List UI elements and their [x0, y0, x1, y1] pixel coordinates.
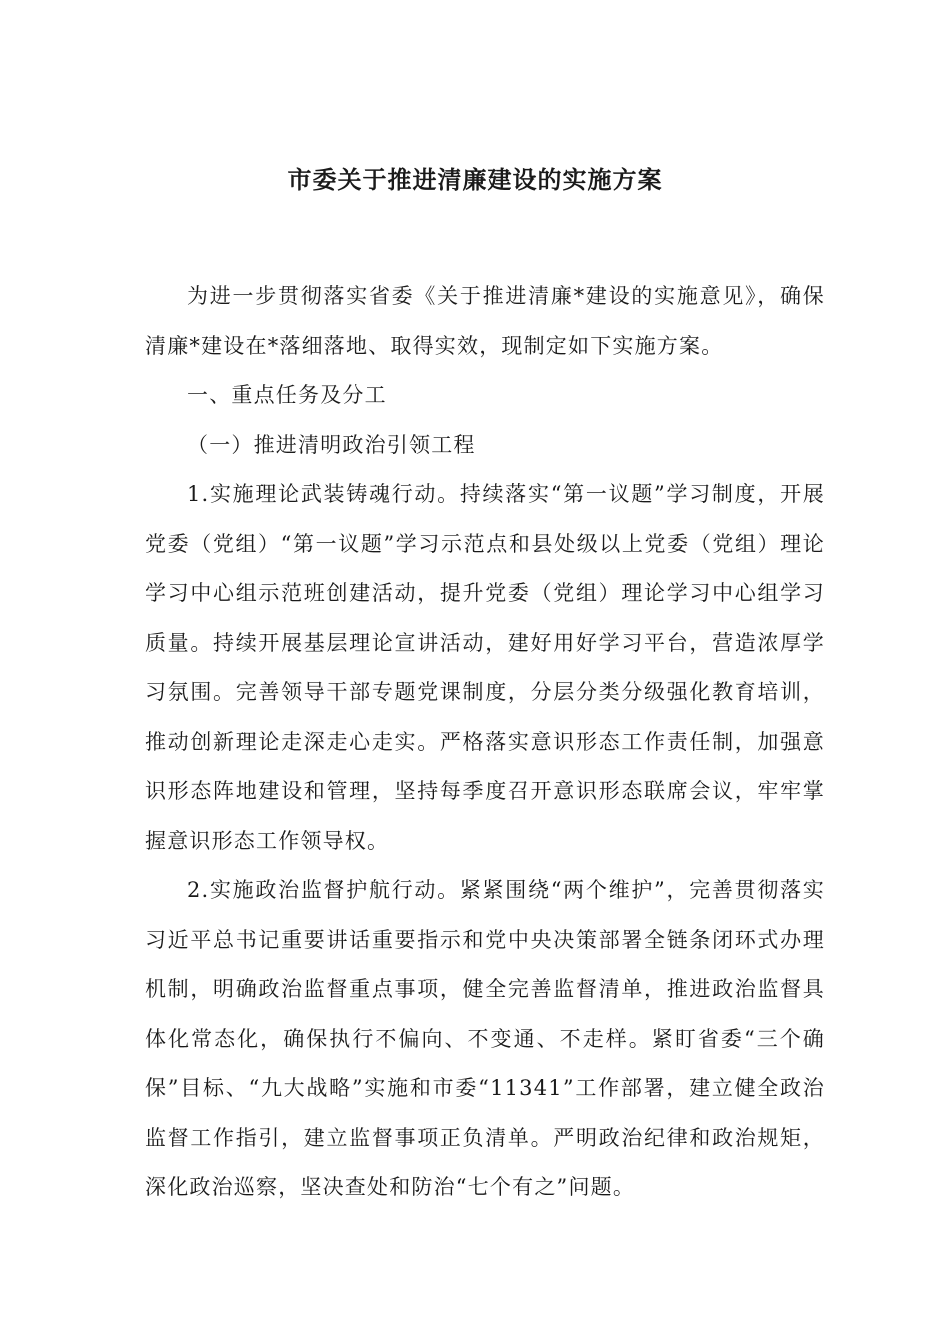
document-body — [145, 272, 825, 1213]
document-title: 市委关于推进清廉建设的实施方案 — [287, 165, 663, 194]
body-paragraph: 1.实施理论武装铸魂行动。持续落实“第一议题”学习制度，开展党委（党组）“第一议题”学习示范点和县处级以上党委（党组）理论学习中心组示范班创建活动，提升党委（党组）理论学习中心组学习质量。持续开展基层理论宣讲活动，建好用好学习平台，营造浓厚学习氛围。完善领导干部专题党课制度，分层分类分级强化教育培训，推动创新理论走深走心走实。严格落实意识形态工作责任制，加强意识形态阵地建设和管理，坚持每季度召开意识形态联席会议，牢牢掌握意识形态工作领导权。 — [145, 482, 825, 853]
subsection-heading: （一）推进清明政治引领工程 — [187, 432, 476, 457]
body-paragraph: 2.实施政治监督护航行动。紧紧围绕“两个维护”，完善贯彻落实习近平总书记重要讲话重要指示和党中央决策部署全链条闭环式办理机制，明确政治监督重点事项，健全完善监督清单，推进政治监督具体化常态化，确保执行不偏向、不变通、不走样。紧盯省委“三个确保”目标、“九大战略”实施和市委“11341”工作部署，建立健全政治监督工作指引，建立监督事项正负清单。严明政治纪律和政治规矩，深化政治巡察，坚决查处和防治“七个有之”问题。 — [145, 878, 825, 1199]
section-heading: 一、重点任务及分工 — [187, 383, 387, 407]
intro-paragraph: 为进一步贯彻落实省委《关于推进清廉*建设的实施意见》，确保清廉*建设在*落细落地、取得实效，现制定如下实施方案。 — [145, 284, 825, 358]
